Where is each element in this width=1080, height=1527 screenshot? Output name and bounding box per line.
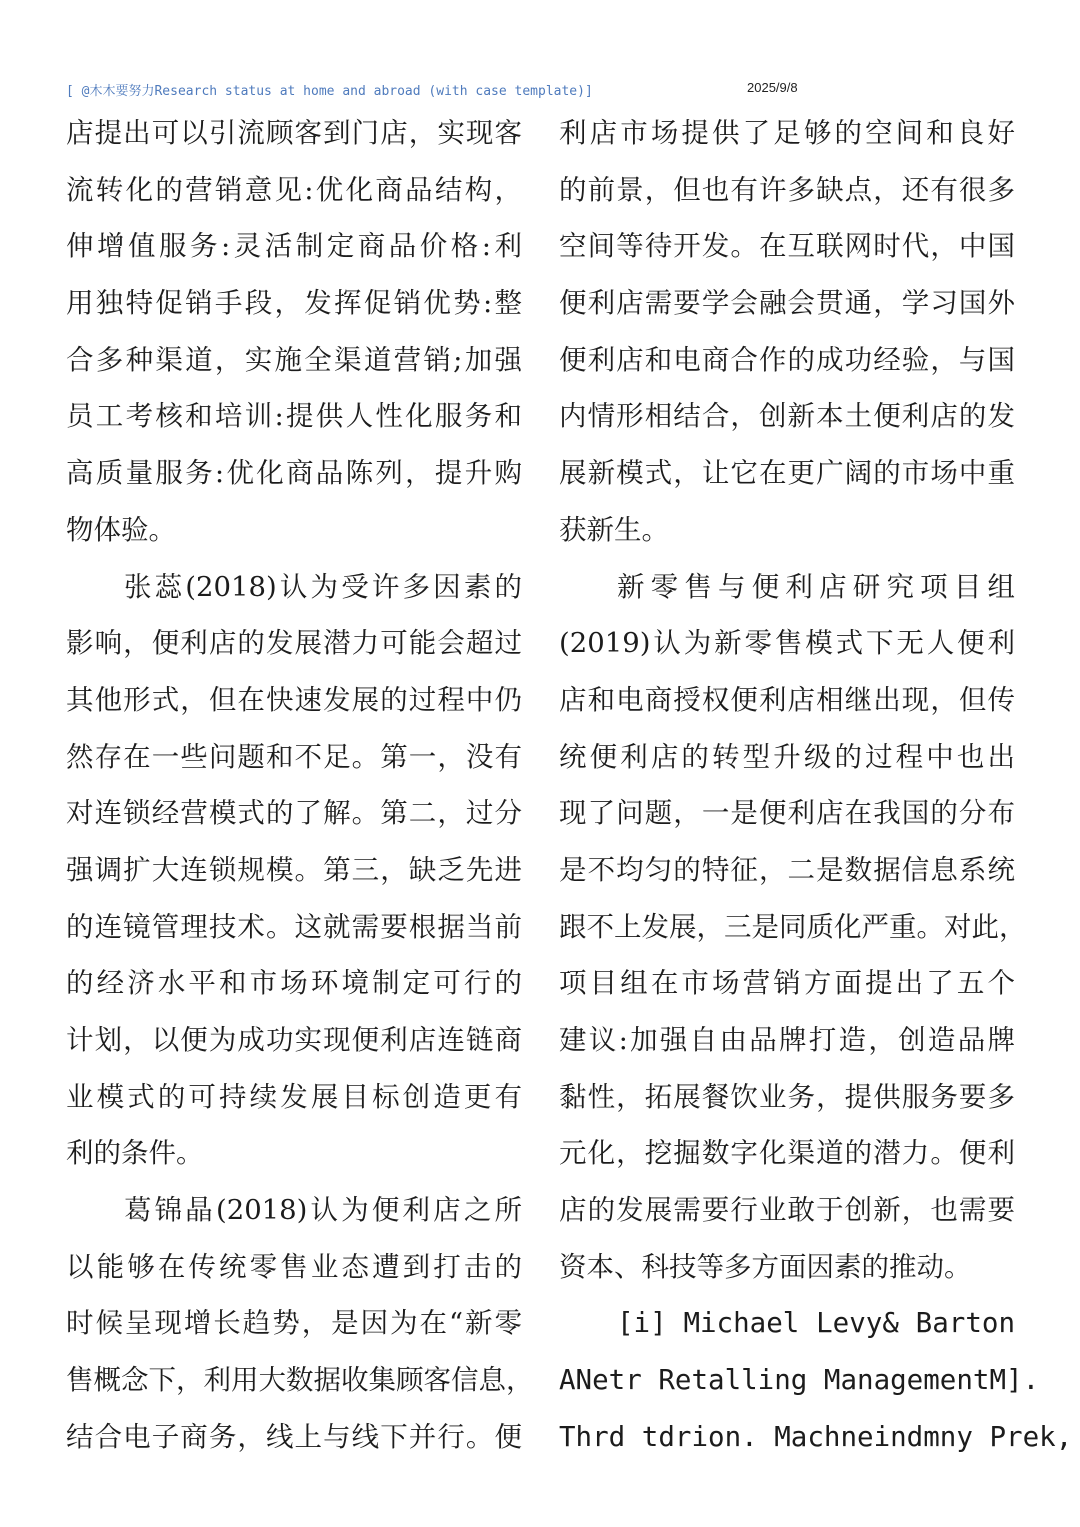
- text-line: 然存在一些问题和不足。第一，没有: [66, 740, 522, 773]
- text-line: 高质量服务:优化商品陈列，提升购: [66, 457, 522, 490]
- text-line: 空间等待开发。在互联网时代，中国: [559, 230, 1015, 263]
- reference-line: ANetr Retalling ManagementM].: [559, 1364, 1040, 1397]
- text-line: 对连锁经营模式的了解。第二，过分: [66, 797, 522, 830]
- text-line: 现了问题，一是便利店在我国的分布: [559, 797, 1015, 830]
- text-line: 其他形式，但在快速发展的过程中仍: [66, 683, 522, 716]
- text-line: 时候呈现增长趋势，是因为在“新零: [66, 1307, 522, 1340]
- text-line: 店和电商授权便利店相继出现，但传: [559, 683, 1015, 716]
- text-line: 流转化的营销意见:优化商品结构，: [66, 173, 522, 206]
- text-line: 资本、科技等多方面因素的推动。: [559, 1250, 972, 1283]
- text-line: 建议:加强自由品牌打造，创造品牌: [559, 1024, 1015, 1056]
- right-column: [559, 105, 1073, 1466]
- text-line: 的经济水平和市场环境制定可行的: [66, 967, 522, 1000]
- text-line: 以能够在传统零售业态遭到打击的: [66, 1250, 522, 1283]
- header-title: [ @木木要努力Research status at home and abroad (with case template)]: [66, 84, 593, 99]
- text-line: 影响，便利店的发展潜力可能会超过: [66, 627, 522, 660]
- text-line: 项目组在市场营销方面提出了五个: [559, 967, 1015, 1000]
- text-line: 获新生。: [559, 513, 669, 546]
- text-line: 强调扩大连锁规模。第三，缺乏先进: [66, 853, 522, 886]
- text-line: 售概念下，利用大数据收集顾客信息，: [66, 1364, 534, 1397]
- paragraph-start-line: 新零售与便利店研究项目组: [617, 570, 1015, 603]
- text-line: 展新模式，让它在更广阔的市场中重: [559, 457, 1015, 490]
- text-line: 统便利店的转型升级的过程中也出: [559, 740, 1015, 773]
- page-header: [66, 80, 1014, 102]
- text-line: 计划，以便为成功实现便利店连链商: [66, 1024, 522, 1056]
- text-line: 便利店需要学会融会贯通，学习国外: [559, 287, 1015, 320]
- header-date: 2025/9/8: [747, 80, 798, 95]
- text-line: 的前景，但也有许多缺点，还有很多: [559, 173, 1015, 206]
- text-line: 跟不上发展，三是同质化严重。对此，: [559, 910, 1027, 943]
- text-line: 物体验。: [66, 513, 176, 546]
- reference-line: Thrd tdrion. Machneindmny Prek,: [559, 1420, 1073, 1453]
- text-line: 结合电子商务，线上与线下并行。便: [66, 1420, 522, 1453]
- text-line: 店提出可以引流顾客到门店，实现客: [66, 117, 522, 149]
- text-line: 元化，挖掘数字化渠道的潜力。便利: [559, 1137, 1015, 1170]
- text-line: 用独特促销手段，发挥促销优势:整: [66, 287, 522, 320]
- text-line: 内情形相结合，创新本土便利店的发: [559, 400, 1015, 433]
- paragraph-start-line: 葛锦晶(2018)认为便利店之所: [124, 1194, 522, 1227]
- text-line: 黏性，拓展餐饮业务，提供服务要多: [559, 1080, 1015, 1113]
- paragraph-start-line: 张蕊(2018)认为受许多因素的: [124, 570, 522, 603]
- left-column: [66, 105, 534, 1466]
- text-line: 伸增值服务:灵活制定商品价格:利: [66, 230, 522, 263]
- text-line: 利的条件。: [66, 1137, 204, 1170]
- text-line: (2019)认为新零售模式下无人便利: [559, 627, 1015, 660]
- reference-line: [i] Michael Levy& Barton: [617, 1307, 1015, 1340]
- text-line: 的连镜管理技术。这就需要根据当前: [66, 910, 522, 943]
- text-line: 便利店和电商合作的成功经验，与国: [559, 343, 1015, 376]
- text-line: 业模式的可持续发展目标创造更有: [66, 1080, 522, 1113]
- text-line: 是不均匀的特征，二是数据信息系统: [559, 853, 1015, 886]
- text-line: 店的发展需要行业敢于创新，也需要: [559, 1194, 1015, 1227]
- text-line: 合多种渠道，实施全渠道营销;加强: [66, 343, 522, 376]
- text-line: 利店市场提供了足够的空间和良好: [559, 117, 1015, 149]
- text-line: 员工考核和培训:提供人性化服务和: [66, 400, 522, 433]
